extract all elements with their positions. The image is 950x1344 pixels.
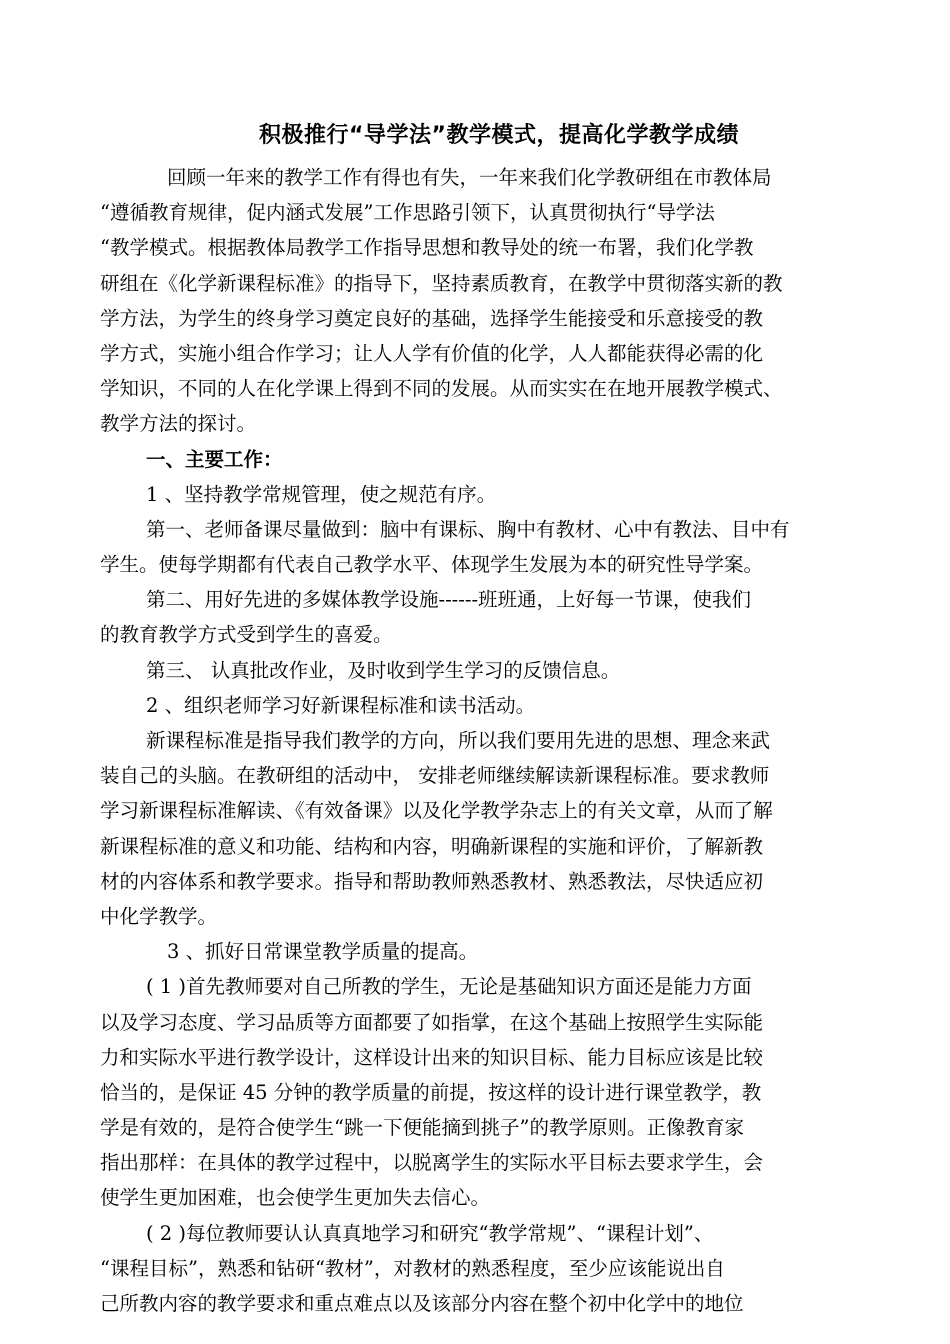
paragraph-line: 第一、老师备课尽量做到：脑中有课标、胸中有教材、心中有教法、目中有	[146, 517, 790, 541]
document-title: 积极推行“导学法”教学模式，提高化学教学成绩	[259, 123, 739, 148]
paragraph-line: 学方式，实施小组合作学习；让人人学有价值的化学，人人都能获得必需的化	[100, 341, 764, 365]
paragraph-line: 装自己的头脑。在教研组的活动中， 安排老师继续解读新课程标准。要求教师	[100, 764, 770, 788]
subsection-heading: 3 、抓好日常课堂教学质量的提高。	[167, 940, 479, 964]
paragraph-line: 新课程标准是指导我们教学的方向，所以我们要用先进的思想、理念来武	[146, 729, 771, 752]
paragraph-line: 学知识，不同的人在化学课上得到不同的发展。从而实实在在地开展教学模式、	[100, 377, 783, 401]
paragraph-line: 研组在《化学新课程标准》的指导下，坚持素质教育，在教学中贯彻落实新的教	[100, 271, 783, 295]
paragraph-line: 第二、用好先进的多媒体教学设施------班班通，上好每一节课，使我们	[146, 588, 752, 612]
paragraph-line: 学习新课程标准解读、《有效备课》以及化学教学杂志上的有关文章，从而了解	[100, 799, 773, 823]
section-heading: 一、主要工作：	[146, 447, 283, 471]
paragraph-line: ( 2 )每位教师要认认真真地学习和研究“教学常规”、“课程计划”、	[146, 1221, 714, 1245]
paragraph-line: 学方法，为学生的终身学习奠定良好的基础，选择学生能接受和乐意接受的教	[100, 306, 764, 330]
paragraph-line: ( 1 )首先教师要对自己所教的学生，无论是基础知识方面还是能力方面	[146, 975, 752, 999]
paragraph-line: 新课程标准的意义和功能、结构和内容，明确新课程的实施和评价，了解新教	[100, 834, 764, 858]
paragraph-line: “课程目标”，熟悉和钻研“教材”，对教材的熟悉程度，至少应该能说出自	[100, 1256, 725, 1280]
subsection-heading: 1 、坚持教学常规管理，使之规范有序。	[146, 482, 497, 506]
paragraph-line: 恰当的，是保证 45 分钟的教学质量的前提，按这样的设计进行课堂教学，教	[100, 1080, 762, 1104]
paragraph-line: 回顾一年来的教学工作有得也有失，一年来我们化学教研组在市教体局	[167, 166, 772, 189]
document-body	[100, 160, 860, 1321]
paragraph-line: 力和实际水平进行教学设计，这样设计出来的知识目标、能力目标应该是比较	[100, 1045, 764, 1069]
paragraph-line: “遵循教育规律，促内涵式发展”工作思路引领下，认真贯彻执行“导学法	[100, 201, 715, 225]
paragraph-line: 第三、 认真批改作业，及时收到学生学习的反馈信息。	[146, 658, 621, 682]
paragraph-line: 材的内容体系和教学要求。指导和帮助教师熟悉教材、熟悉教法，尽快适应初	[100, 869, 764, 893]
paragraph-line: “教学模式。根据教体局教学工作指导思想和教导处的统一布署，我们化学教	[100, 236, 754, 260]
paragraph-line: 以及学习态度、学习品质等方面都要了如指掌，在这个基础上按照学生实际能	[100, 1010, 764, 1034]
paragraph-line: 指出那样：在具体的教学过程中，以脱离学生的实际水平目标去要求学生，会	[100, 1151, 764, 1175]
paragraph-line: 使学生更加困难，也会使学生更加失去信心。	[100, 1186, 491, 1210]
paragraph-line: 学生。使每学期都有代表自己教学水平、体现学生发展为本的研究性导学案。	[100, 553, 764, 577]
paragraph-line: 的教育教学方式受到学生的喜爱。	[100, 623, 393, 647]
paragraph-line: 教学方法的探讨。	[100, 412, 257, 436]
paragraph-line: 己所教内容的教学要求和重点难点以及该部分内容在整个初中化学中的地位	[100, 1292, 744, 1315]
paragraph-line: 中化学教学。	[100, 904, 218, 928]
subsection-heading: 2 、组织老师学习好新课程标准和读书活动。	[146, 693, 536, 717]
paragraph-line: 学是有效的，是符合使学生“跳一下便能摘到挑子”的教学原则。正像教育家	[100, 1116, 744, 1140]
